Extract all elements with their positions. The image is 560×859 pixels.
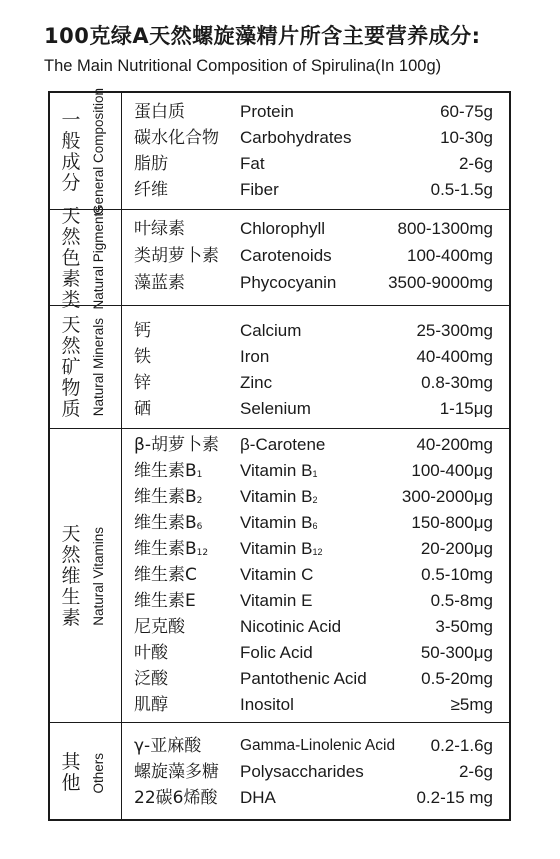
subscript: 6: [312, 521, 318, 531]
nutrient-name-en: Selenium: [240, 399, 311, 418]
category-char: 分: [61, 171, 81, 194]
nutrient-name-en: Protein: [240, 102, 294, 121]
nutrient-value: 800-1300mg: [397, 219, 493, 238]
nutrient-name-en: Gamma-Linolenic Acid: [240, 737, 396, 754]
nutrient-value: 20-200μg: [420, 539, 493, 558]
nutrient-name-zh: 叶绿素: [134, 219, 185, 239]
category-char: 质: [61, 398, 81, 420]
nutrient-name-zh: 螺旋藻多糖: [134, 762, 219, 782]
nutrient-row: [50, 318, 513, 344]
nutrient-value: 2-6g: [458, 154, 493, 173]
nutrient-value: 0.2-15 mg: [416, 788, 493, 807]
nutrient-name-en: β-Carotene: [240, 435, 326, 454]
nutrient-name-zh: 泛酸: [134, 669, 168, 689]
nutrient-row: [50, 370, 513, 396]
subscript: 12: [196, 548, 209, 558]
nutrient-row: [50, 344, 513, 370]
subscript: 2: [312, 495, 318, 505]
category-char: 成: [61, 150, 81, 173]
nutrient-name-zh: 脂肪: [134, 154, 168, 174]
nutrient-name-zh-text: 维生素B: [134, 487, 197, 507]
nutrient-row: [50, 785, 513, 811]
nutrient-name-en-text: Vitamin B: [240, 513, 313, 532]
category-char: 天: [61, 204, 81, 227]
subscript: 1: [196, 470, 203, 480]
nutrient-value: 40-200mg: [416, 435, 493, 454]
nutrient-name-en-text: Vitamin B: [240, 487, 313, 506]
nutrient-value: 50-300μg: [420, 643, 493, 662]
category-char: 他: [61, 772, 81, 794]
nutrient-name-en: Polysaccharides: [240, 762, 364, 781]
category-char: 矿: [61, 356, 81, 378]
nutrient-name-zh: 碳水化合物: [134, 128, 219, 148]
nutrient-value: 0.5-20mg: [421, 669, 493, 688]
nutrient-row: [50, 666, 513, 692]
subscript: 1: [312, 469, 318, 479]
nutrient-name-en: Fiber: [240, 180, 279, 199]
nutrient-name-zh: 肌醇: [134, 695, 168, 715]
nutrient-row: [50, 640, 513, 666]
nutrient-name-en: Calcium: [240, 321, 302, 340]
nutrient-name-en: Phycocyanin: [240, 273, 337, 292]
nutrient-row: [50, 733, 513, 759]
nutrient-row: [50, 614, 513, 640]
nutrient-name-zh: 维生素E: [134, 591, 196, 611]
subscript: 2: [196, 496, 203, 506]
nutrient-value: 10-30g: [440, 128, 493, 147]
nutrient-row: [50, 692, 513, 718]
subscript: 12: [312, 547, 323, 557]
nutrient-name-en: Pantothenic Acid: [240, 669, 367, 688]
category-char: 般: [61, 129, 81, 152]
nutrient-name-en-text: Vitamin B: [240, 539, 313, 558]
category-char: 类: [61, 288, 81, 311]
nutrient-value: 2-6g: [458, 762, 493, 781]
category-label-en-text: Natural Minerals: [90, 318, 106, 417]
category-label-en-text: General Composition: [90, 88, 106, 215]
category-char: 素: [61, 606, 81, 629]
nutrient-name-zh-text: 维生素B: [134, 513, 197, 533]
nutrient-name-en: DHA: [240, 788, 276, 807]
nutrient-value: 0.5-8mg: [430, 591, 493, 610]
nutrient-name-zh: 尼克酸: [134, 617, 185, 637]
nutrient-value: 150-800μg: [411, 513, 493, 532]
nutrient-name-en: Carbohydrates: [240, 128, 352, 147]
nutrient-name-en: Carotenoids: [240, 246, 332, 265]
nutrient-row: [50, 177, 513, 203]
nutrient-name-zh: 维生素C: [134, 565, 197, 585]
category-char: 天: [61, 522, 81, 545]
nutrient-name-zh: 类胡萝卜素: [134, 246, 219, 266]
nutrient-row: [50, 125, 513, 151]
category-char: 物: [61, 377, 81, 399]
nutrient-name-en: [240, 458, 317, 487]
nutrition-table: [48, 88, 511, 821]
nutrient-row: [50, 562, 513, 588]
nutrient-row: [50, 151, 513, 177]
category-char: 天: [61, 314, 81, 336]
nutrient-name-en: Chlorophyll: [240, 219, 326, 238]
nutrient-name-zh: 22碳6烯酸: [134, 788, 218, 808]
nutrient-row: [50, 267, 513, 296]
category-label-en-text: Natural Pigments: [90, 206, 106, 310]
nutrient-name-zh: 锌: [134, 373, 151, 393]
nutrient-row: [50, 458, 513, 484]
nutrient-row: [50, 536, 513, 562]
nutrient-name-zh-text: 维生素B: [134, 461, 197, 481]
nutrient-value: 0.8-30mg: [421, 373, 493, 392]
nutrient-row: [50, 396, 513, 422]
nutrient-row: [50, 585, 513, 614]
category-char: 生: [61, 585, 81, 608]
nutrient-name-en: Vitamin E: [240, 591, 313, 610]
nutrient-name-en: Iron: [240, 347, 270, 366]
nutrient-name-zh: 铁: [134, 347, 151, 367]
nutrient-name-en: Fat: [240, 154, 265, 173]
nutrient-name-en: Inositol: [240, 695, 294, 714]
nutrient-row: [50, 759, 513, 785]
page-title-chinese: 100克绿A天然螺旋藻精片所含主要营养成分:: [44, 24, 481, 48]
nutrient-value: 0.5-1.5g: [430, 180, 493, 199]
nutrient-value: 60-75g: [440, 102, 493, 121]
nutrient-name-en: [240, 484, 317, 513]
category-label-en-text: Others: [90, 752, 106, 794]
nutrient-name-en: [240, 536, 322, 565]
nutrient-name-en: Vitamin C: [240, 565, 314, 584]
nutrient-name-zh: γ-亚麻酸: [134, 736, 202, 756]
category-char: 维: [61, 564, 81, 587]
category-char: 一: [61, 108, 81, 131]
category-char: 素: [61, 267, 81, 290]
nutrient-name-zh: 硒: [134, 399, 151, 419]
nutrient-name-en: Zinc: [240, 373, 273, 392]
nutrient-row: [50, 432, 513, 458]
nutrient-value: 0.5-10mg: [421, 565, 493, 584]
nutrient-name-en: [240, 510, 317, 539]
nutrient-value: 100-400μg: [411, 461, 493, 480]
page-title-english: The Main Nutritional Composition of Spirulina(In 100g): [44, 57, 442, 75]
nutrient-name-zh: β-胡萝卜素: [134, 435, 219, 455]
category-label-en-text: Natural Vitamins: [90, 526, 106, 626]
nutrient-name-en-text: Vitamin B: [240, 461, 313, 480]
nutrient-value: 40-400mg: [416, 347, 493, 366]
nutrient-name-en: Folic Acid: [240, 643, 313, 662]
nutrient-row: [50, 510, 513, 536]
category-char: 色: [61, 246, 81, 269]
nutrient-name-zh: 纤维: [134, 180, 168, 200]
nutrient-value: 0.2-1.6g: [430, 736, 493, 755]
nutrient-row: [50, 484, 513, 510]
nutrient-value: 100-400mg: [406, 246, 493, 265]
category-char: 然: [61, 225, 81, 248]
nutrient-value: 1-15μg: [439, 399, 493, 418]
category-char: 然: [61, 543, 81, 566]
nutrient-value: ≥5mg: [450, 695, 493, 714]
nutrient-value: 3-50mg: [435, 617, 493, 636]
nutrient-row: [50, 243, 513, 269]
nutrient-name-en: Nicotinic Acid: [240, 617, 342, 636]
subscript: 6: [196, 522, 203, 532]
nutrient-name-zh-text: 维生素B: [134, 539, 197, 559]
nutrient-name-zh: 蛋白质: [134, 102, 185, 122]
nutrient-row: [50, 99, 513, 125]
nutrient-value: 300-2000μg: [401, 487, 493, 506]
category-char: 然: [61, 335, 81, 357]
nutrient-value: 25-300mg: [416, 321, 493, 340]
category-char: 其: [61, 751, 81, 773]
nutrient-name-zh: 叶酸: [134, 643, 168, 663]
nutrient-row: [50, 216, 513, 242]
nutrient-value: 3500-9000mg: [388, 273, 493, 292]
nutrient-name-zh: 钙: [134, 321, 151, 341]
nutrient-name-zh: 藻蓝素: [134, 273, 185, 293]
